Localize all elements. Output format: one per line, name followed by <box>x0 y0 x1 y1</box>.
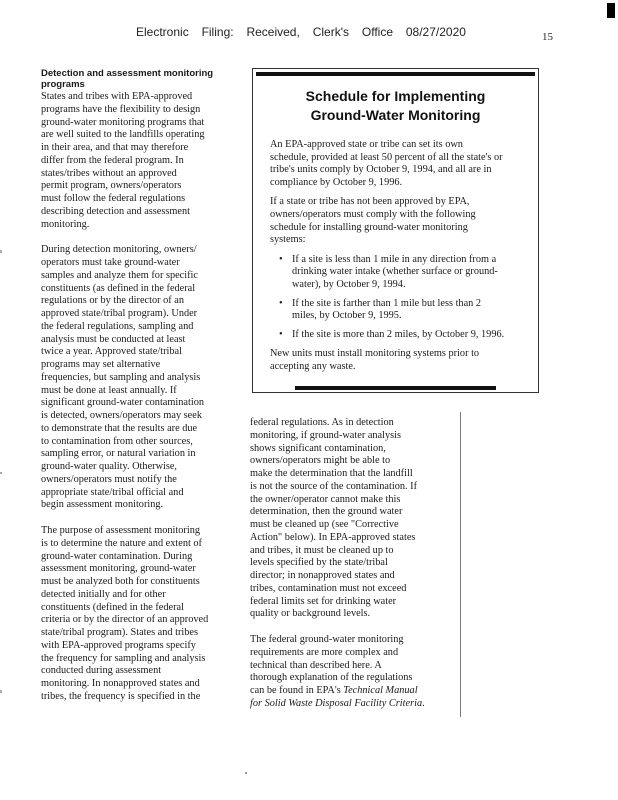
schedule-callout-box <box>252 68 539 393</box>
paragraph-technical-manual <box>250 634 448 711</box>
callout-title <box>253 87 538 125</box>
heading-line: programs <box>41 79 85 90</box>
filing-stamp-header <box>136 25 466 39</box>
callout-title-line: Schedule for Implementing <box>305 88 486 104</box>
manual-title-part1: Technical Manual <box>343 685 418 696</box>
header-word: Office <box>361 25 393 39</box>
manual-title-part2: for Solid Waste Disposal Facility Criteria <box>250 697 423 709</box>
callout-paragraph-new-units: New units must install monitoring systems prior to accepting any waste. <box>270 348 480 372</box>
header-word: Clerk's <box>312 25 349 39</box>
schedule-bullet-1995: • If the site is farther than 1 mile but less than 2 miles, by October 9, 1995. <box>288 298 530 323</box>
header-word: Filing: <box>201 25 234 39</box>
scan-speck <box>0 690 2 693</box>
left-column <box>41 68 241 704</box>
scan-speck <box>245 772 247 774</box>
paragraph-assessment-monitoring: The purpose of assessment monitoring is to determine the nature and extent of ground-water contamination. During assessment monitoring, ground-water must be analyzed both for constituents detected initially and for other constituents (defined in the federal criteria or by the director of an approved state/tribal program). States and tribes with EPA-approved programs specify the frequency for sampling and analysis conducted during assessment monitoring. In nonapproved states and tribes, the frequency is specified in the <box>41 525 209 702</box>
callout-top-rule <box>256 72 535 76</box>
callout-bottom-rule <box>295 386 496 390</box>
paragraph-programs: States and tribes with EPA-approved programs have the flexibility to design ground-water monitoring programs that are well suited to the landfills operating in their area, and that may therefore differ from the federal program. In states/tribes without an approved permit program, owners/operators must follow the federal regulations describing detection and assessment monitoring. <box>41 91 205 230</box>
right-column <box>250 417 448 711</box>
page-number: 15 <box>542 31 553 43</box>
heading-line: Detection and assessment monitoring <box>41 68 214 79</box>
header-word: Electronic <box>136 25 189 39</box>
scan-speck <box>0 250 2 253</box>
schedule-bullet-1994: • If a site is less than 1 mile in any direction from a drinking water intake (whether surface or ground- water), by October 9, 1994. <box>288 254 530 292</box>
column-divider <box>460 412 461 717</box>
callout-title-line: Ground-Water Monitoring <box>310 107 481 123</box>
schedule-bullet-list <box>270 254 530 342</box>
header-date: 08/27/2020 <box>405 25 466 39</box>
callout-paragraph-not-approved: If a state or tribe has not been approved by EPA, owners/operators must comply with the following schedule for installing ground-water monitoring systems: <box>270 196 476 246</box>
paragraph-cleanup: federal regulations. As in detection monitoring, if ground-water analysis shows significant contamination, owners/operators might be able to make the determination that the landfill is not the source of the contamination. If the owner/operator cannot make this determination, then the ground water must be cleaned up (see "Corrective Action" below). In EPA-approved states and tribes, it must be cleaned up to levels specified by the state/tribal director; in nonapproved states and tribes, contamination must not exceed federal limits set for drinking water quality or background levels. <box>250 417 417 620</box>
section-heading <box>41 68 241 90</box>
header-word: Received, <box>246 25 300 39</box>
manual-period: . <box>422 697 425 709</box>
manual-intro-lines: The federal ground-water monitoring requirements are more complex and technical than described here. A thorough explanation of the regulations can be found in EPA's <box>250 634 413 696</box>
schedule-bullet-1996: • If the site is more than 2 miles, by October 9, 1996. <box>288 329 530 342</box>
paragraph-detection-monitoring: During detection monitoring, owners/ operators must take ground-water samples and analyze them for specific constituents (as defined in the federal regulations or by the director of an approved state/tribal program). Under the federal regulations, sampling and analysis must be conducted at least twice a year. Approved state/tribal programs may set alternative frequencies, but sampling and analysis must be done at least annually. If significant ground-water contamination is detected, owners/operators may seek to demonstrate that the results are due to contamination from other sources, sampling error, or natural variation in ground-water quality. Otherwise, owners/operators must notify the appropriate state/tribal official and begin assessment monitoring. <box>41 244 204 511</box>
callout-body <box>270 139 530 381</box>
scan-speck <box>0 472 2 474</box>
callout-paragraph-approved: An EPA-approved state or tribe can set its own schedule, provided at least 50 percent of all the state's or tribe's units comply by October 9, 1994, and all are in compliance by October 9, 1996. <box>270 139 503 188</box>
corner-scan-mark <box>607 3 615 18</box>
